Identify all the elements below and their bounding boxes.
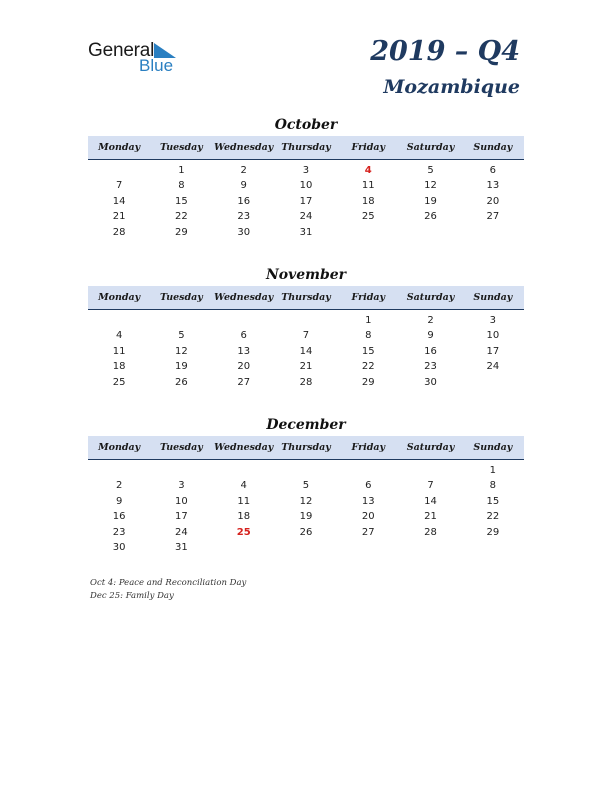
weekday-label: Sunday xyxy=(473,442,513,453)
day-cell: 28 xyxy=(424,526,437,538)
month-name: November xyxy=(265,267,347,283)
day-cell: 17 xyxy=(299,195,313,207)
empty-day-cell xyxy=(88,463,150,478)
day-cell: 1 xyxy=(178,165,185,176)
empty-day-cell xyxy=(213,463,275,478)
day-cell: 5 xyxy=(178,330,185,342)
page-title: 2019 – Q4 xyxy=(370,36,520,67)
logo-text-blue: Blue xyxy=(139,56,174,75)
month-october xyxy=(88,115,524,240)
day-cell: 15 xyxy=(175,195,188,207)
day-cell: 25 xyxy=(112,376,126,388)
day-cell: 8 xyxy=(365,330,372,342)
week-row xyxy=(88,328,524,343)
day-cell: 11 xyxy=(112,345,126,357)
weekday-label: Tuesday xyxy=(160,142,203,153)
day-cell: 6 xyxy=(365,480,372,492)
empty-day-cell xyxy=(275,540,337,555)
weekday-header xyxy=(88,286,524,310)
day-cell: 20 xyxy=(237,361,251,373)
day-cell: 8 xyxy=(489,480,497,492)
day-cell: 18 xyxy=(237,511,251,523)
day-cell: 30 xyxy=(112,541,126,553)
day-cell: 28 xyxy=(299,376,313,388)
week-row xyxy=(88,194,524,209)
weekday-label: Thursday xyxy=(281,292,331,303)
empty-day-cell xyxy=(462,540,524,555)
holiday-day-cell: 4 xyxy=(364,165,372,176)
day-cell: 22 xyxy=(175,211,188,223)
week-row xyxy=(88,509,524,524)
weekday-label: Saturday xyxy=(406,292,455,303)
weekday-label: Saturday xyxy=(406,142,455,153)
empty-day-cell xyxy=(213,313,275,328)
weekday-label: Wednesday xyxy=(214,292,274,303)
month-name: October xyxy=(274,117,338,133)
day-cell: 1 xyxy=(365,315,372,326)
day-cell: 20 xyxy=(486,195,500,207)
day-cell: 9 xyxy=(240,180,247,192)
empty-day-cell xyxy=(88,313,150,328)
day-cell: 21 xyxy=(299,361,313,373)
weekday-label: Friday xyxy=(351,442,386,453)
day-cell: 27 xyxy=(486,211,500,223)
day-cell: 17 xyxy=(175,511,188,523)
weekday-label: Wednesday xyxy=(214,442,274,453)
day-cell: 3 xyxy=(302,165,310,176)
weekday-label: Friday xyxy=(351,292,386,303)
day-cell: 17 xyxy=(486,345,500,357)
empty-day-cell xyxy=(462,375,524,390)
day-cell: 21 xyxy=(424,511,437,523)
weekday-label: Tuesday xyxy=(160,292,203,303)
day-cell: 19 xyxy=(424,195,437,207)
day-cell: 16 xyxy=(112,511,126,523)
day-cell: 22 xyxy=(486,511,500,523)
weekday-label: Sunday xyxy=(473,142,513,153)
day-cell: 10 xyxy=(299,180,313,192)
day-cell: 29 xyxy=(486,526,500,538)
day-cell: 27 xyxy=(237,376,251,388)
generalblue-logo xyxy=(88,40,188,76)
week-row xyxy=(88,313,524,328)
day-cell: 19 xyxy=(299,511,313,523)
empty-day-cell xyxy=(462,225,524,240)
holiday-note: Oct 4: Peace and Reconciliation Day xyxy=(90,578,247,588)
day-cell: 26 xyxy=(175,376,188,388)
day-cell: 9 xyxy=(427,330,434,342)
day-cell: 12 xyxy=(299,495,313,507)
month-name: December xyxy=(266,417,346,433)
day-cell: 19 xyxy=(175,361,188,373)
page-subtitle: Mozambique xyxy=(383,76,520,98)
day-cell: 10 xyxy=(175,495,188,507)
day-cell: 2 xyxy=(115,480,123,492)
day-cell: 24 xyxy=(175,526,188,538)
weekday-header xyxy=(88,436,524,460)
day-cell: 8 xyxy=(178,180,185,192)
day-cell: 1 xyxy=(489,465,497,476)
weekday-label: Thursday xyxy=(281,142,331,153)
holiday-notes xyxy=(90,577,246,602)
week-row xyxy=(88,375,524,390)
day-cell: 29 xyxy=(361,376,375,388)
month-november xyxy=(88,265,524,390)
day-cell: 31 xyxy=(175,541,188,553)
empty-day-cell xyxy=(399,463,461,478)
day-cell: 22 xyxy=(361,361,375,373)
day-cell: 27 xyxy=(361,526,375,538)
day-cell: 14 xyxy=(299,345,313,357)
empty-day-cell xyxy=(337,463,399,478)
day-cell: 18 xyxy=(112,361,126,373)
day-cell: 30 xyxy=(237,226,251,238)
day-cell: 15 xyxy=(486,495,500,507)
day-cell: 11 xyxy=(237,495,251,507)
day-cell: 30 xyxy=(424,376,437,388)
day-grid xyxy=(88,313,524,390)
empty-day-cell xyxy=(150,313,212,328)
week-row xyxy=(88,225,524,240)
week-row xyxy=(88,344,524,359)
day-grid xyxy=(88,163,524,240)
day-cell: 7 xyxy=(302,330,310,342)
day-cell: 2 xyxy=(427,315,434,326)
empty-day-cell xyxy=(213,540,275,555)
day-cell: 2 xyxy=(240,165,247,176)
weekday-label: Thursday xyxy=(281,442,331,453)
week-row xyxy=(88,478,524,493)
empty-day-cell xyxy=(399,540,461,555)
day-cell: 26 xyxy=(299,526,313,538)
day-cell: 23 xyxy=(424,361,437,373)
empty-day-cell xyxy=(150,463,212,478)
day-cell: 18 xyxy=(361,195,375,207)
logo-text-general: General xyxy=(88,40,155,61)
day-cell: 3 xyxy=(489,315,497,326)
empty-day-cell xyxy=(399,225,461,240)
day-cell: 23 xyxy=(237,211,251,223)
week-row xyxy=(88,540,524,555)
holiday-note: Dec 25: Family Day xyxy=(90,590,174,601)
day-cell: 6 xyxy=(240,330,247,342)
day-cell: 10 xyxy=(486,330,500,342)
holiday-day-cell: 25 xyxy=(236,526,251,538)
day-cell: 16 xyxy=(424,345,437,357)
day-cell: 12 xyxy=(175,345,188,357)
weekday-label: Monday xyxy=(98,142,141,153)
day-cell: 7 xyxy=(115,180,123,192)
day-cell: 24 xyxy=(486,361,500,373)
day-cell: 23 xyxy=(112,526,126,538)
day-cell: 5 xyxy=(427,165,434,176)
week-row xyxy=(88,178,524,193)
day-cell: 16 xyxy=(237,195,251,207)
day-cell: 9 xyxy=(115,495,123,507)
day-cell: 5 xyxy=(302,480,310,492)
week-row xyxy=(88,463,524,478)
empty-day-cell xyxy=(337,540,399,555)
day-cell: 11 xyxy=(361,180,375,192)
day-cell: 13 xyxy=(237,345,251,357)
weekday-label: Sunday xyxy=(473,292,513,303)
empty-day-cell xyxy=(337,225,399,240)
month-december xyxy=(88,415,524,555)
weekday-label: Wednesday xyxy=(214,142,274,153)
week-row xyxy=(88,494,524,509)
day-cell: 4 xyxy=(115,330,123,342)
empty-day-cell xyxy=(275,313,337,328)
day-cell: 26 xyxy=(424,211,437,223)
day-cell: 13 xyxy=(486,180,500,192)
empty-day-cell xyxy=(88,163,150,178)
week-row xyxy=(88,163,524,178)
day-cell: 6 xyxy=(489,165,497,176)
day-cell: 7 xyxy=(427,480,434,492)
weekday-header xyxy=(88,136,524,160)
day-cell: 31 xyxy=(299,226,313,238)
day-cell: 20 xyxy=(361,511,375,523)
weekday-label: Monday xyxy=(98,292,141,303)
day-cell: 12 xyxy=(424,180,437,192)
day-cell: 15 xyxy=(361,345,375,357)
day-cell: 25 xyxy=(361,211,375,223)
day-cell: 29 xyxy=(175,226,188,238)
week-row xyxy=(88,525,524,540)
day-cell: 21 xyxy=(112,211,126,223)
day-cell: 3 xyxy=(178,480,185,492)
day-cell: 14 xyxy=(424,495,437,507)
weekday-label: Tuesday xyxy=(160,442,203,453)
week-row xyxy=(88,209,524,224)
weekday-label: Saturday xyxy=(406,442,455,453)
day-cell: 24 xyxy=(299,211,313,223)
weekday-label: Monday xyxy=(98,442,141,453)
week-row xyxy=(88,359,524,374)
day-cell: 28 xyxy=(112,226,126,238)
day-grid xyxy=(88,463,524,555)
empty-day-cell xyxy=(275,463,337,478)
weekday-label: Friday xyxy=(351,142,386,153)
day-cell: 13 xyxy=(361,495,375,507)
day-cell: 14 xyxy=(112,195,126,207)
day-cell: 4 xyxy=(240,480,247,492)
